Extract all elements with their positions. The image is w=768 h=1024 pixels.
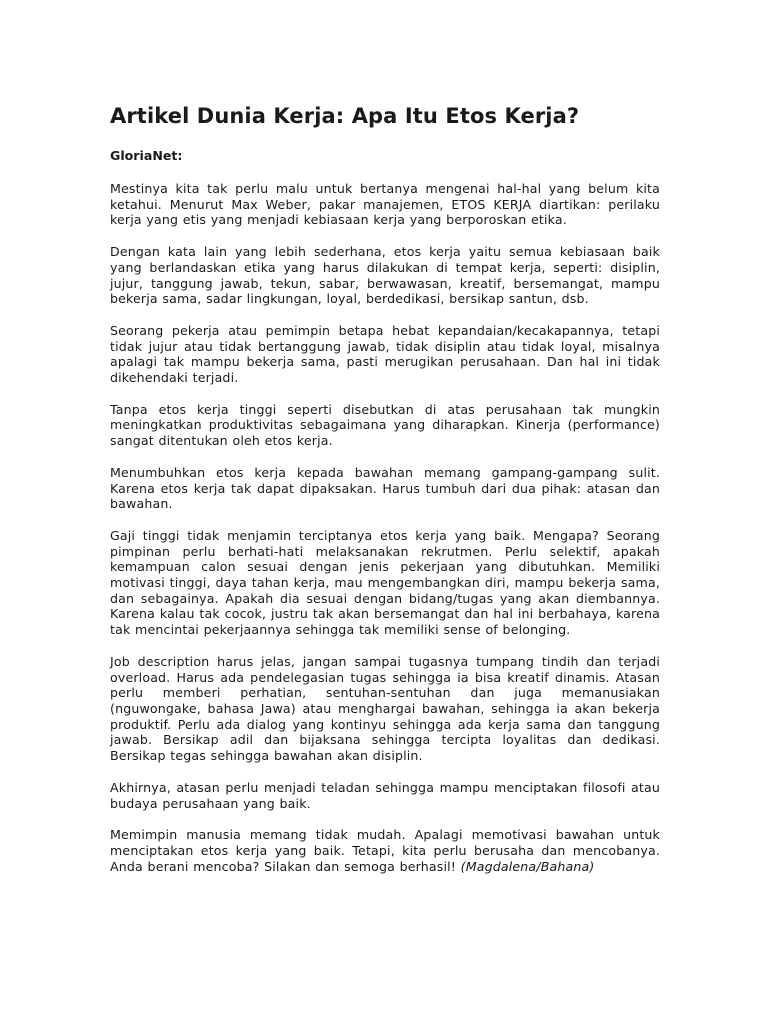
paragraph: Job description harus jelas, jangan sampai tugasnya tumpang tindih dan terjadi overload. Harus ada pendelegasian tugas sehingga ia bisa kreatif dinamis. Atasan perlu memberi perhatian, sentuhan-sentuhan dan juga memanusiakan (nguwongake, bahasa Jawa) atau menghargai bawahan, sehingga ia akan bekerja produktif. Perlu ada dialog yang kontinyu sehingga ada kerja sama dan tanggung jawab. Bersikap adil dan bijaksana sehingga tercipta loyalitas dan dedikasi. Bersikap tegas sehingga bawahan akan disiplin. (110, 653, 660, 764)
document-page (110, 104, 660, 890)
closing-text: Memimpin manusia memang tidak mudah. Apalagi memotivasi bawahan untuk menciptakan etos kerja yang baik. Tetapi, kita perlu berusaha dan mencobanya. Anda berani mencoba? Silakan dan semoga berhasil! (110, 827, 660, 874)
author-credit: (Magdalena/Bahana) (460, 858, 595, 874)
paragraph: Seorang pekerja atau pemimpin betapa hebat kepandaian/kecakapannya, tetapi tidak jujur atau tidak bertanggung jawab, tidak disiplin atau tidak loyal, misalnya apalagi tak mampu bekerja sama, pasti merugikan perusahaan. Dan hal ini tidak dikehendaki terjadi. (110, 322, 660, 386)
paragraph: Akhirnya, atasan perlu menjadi teladan sehingga mampu menciptakan filosofi atau budaya perusahaan yang baik. (110, 779, 660, 811)
paragraph: Menumbuhkan etos kerja kepada bawahan memang gampang-gampang sulit. Karena etos kerja tak dapat dipaksakan. Harus tumbuh dari dua pihak: atasan dan bawahan. (110, 464, 660, 512)
article-title: Artikel Dunia Kerja: Apa Itu Etos Kerja? (110, 104, 580, 128)
paragraph: Gaji tinggi tidak menjamin terciptanya etos kerja yang baik. Mengapa? Seorang pimpinan perlu berhati-hati melaksanakan rekrutmen. Perlu selektif, apakah kemampuan calon sesuai dengan jenis pekerjaan yang dibutuhkan. Memiliki motivasi tinggi, daya tahan kerja, mau mengembangkan diri, mampu bekerja sama, dan sebagainya. Apakah dia sesuai dengan bidang/tugas yang akan diembannya. Karena kalau tak cocok, justru tak akan bersemangat dan hal ini berbahaya, karena tak mencintai pekerjaannya sehingga tak memiliki sense of belonging. (110, 527, 660, 638)
closing-paragraph (110, 827, 660, 874)
article-byline: GloriaNet: (110, 148, 183, 163)
paragraph: Mestinya kita tak perlu malu untuk bertanya mengenai hal-hal yang belum kita ketahui. Menurut Max Weber, pakar manajemen, ETOS KERJA diartikan: perilaku kerja yang etis yang menjadi kebiasaan kerja yang berporoskan etika. (110, 181, 660, 228)
paragraph: Tanpa etos kerja tinggi seperti disebutkan di atas perusahaan tak mungkin meningkatkan produktivitas sebagaimana yang diharapkan. Kinerja (performance) sangat ditentukan oleh etos kerja. (110, 401, 660, 449)
paragraph: Dengan kata lain yang lebih sederhana, etos kerja yaitu semua kebiasaan baik yang berlandaskan etika yang harus dilakukan di tempat kerja, seperti: disiplin, jujur, tanggung jawab, tekun, sabar, berwawasan, kreatif, bersemangat, mampu bekerja sama, sadar lingkungan, loyal, berdedikasi, bersikap santun, dsb. (110, 244, 660, 307)
